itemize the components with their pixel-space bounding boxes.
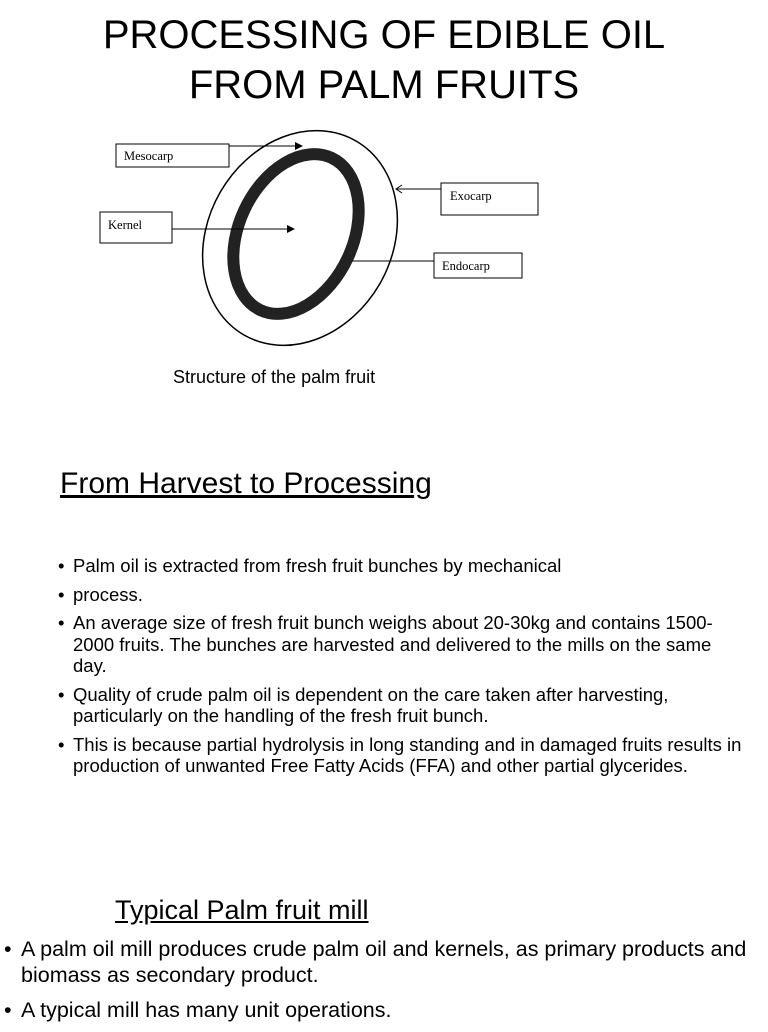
title-line-2: FROM PALM FRUITS (188, 63, 580, 107)
kernel-label: Kernel (108, 218, 143, 232)
list-item: • A palm oil mill produces crude palm oil and kernels, as primary products and biomass as secondary product. (2, 936, 762, 988)
palm-fruit-diagram (0, 125, 560, 360)
endocarp-ring (209, 134, 383, 334)
exocarp-label: Exocarp (450, 189, 492, 203)
kernel-arrowhead (287, 225, 295, 233)
section-heading-harvest: From Harvest to Processing (60, 467, 432, 500)
diagram-caption: Structure of the palm fruit (173, 367, 376, 387)
list-item: • Quality of crude palm oil is dependent on the care taken after harvesting, particularly on the handling of the fresh fruit bunch. (56, 684, 746, 727)
list-item: • process. (56, 584, 746, 606)
mesocarp-label: Mesocarp (124, 149, 174, 163)
endocarp-label: Endocarp (442, 259, 490, 273)
page-title (0, 10, 768, 110)
list-item: • Palm oil is extracted from fresh fruit bunches by mechanical (56, 555, 746, 577)
list-item: • An average size of fresh fruit bunch weighs about 20-30kg and contains 1500-2000 fruits. The bunches are harvested and delivered to the mills on the same day. (56, 612, 746, 677)
title-line-1: PROCESSING OF EDIBLE OIL (102, 13, 666, 57)
list-item: • A typical mill has many unit operations. (2, 997, 762, 1023)
mesocarp-arrowhead (295, 142, 303, 150)
list-item: • This is because partial hydrolysis in long standing and in damaged fruits results in production of unwanted Free Fatty Acids (FFA) and other partial glycerides. (56, 734, 746, 777)
harvest-bullet-list (56, 555, 746, 784)
mill-bullet-list (2, 936, 762, 1032)
section-heading-mill: Typical Palm fruit mill (115, 895, 369, 925)
